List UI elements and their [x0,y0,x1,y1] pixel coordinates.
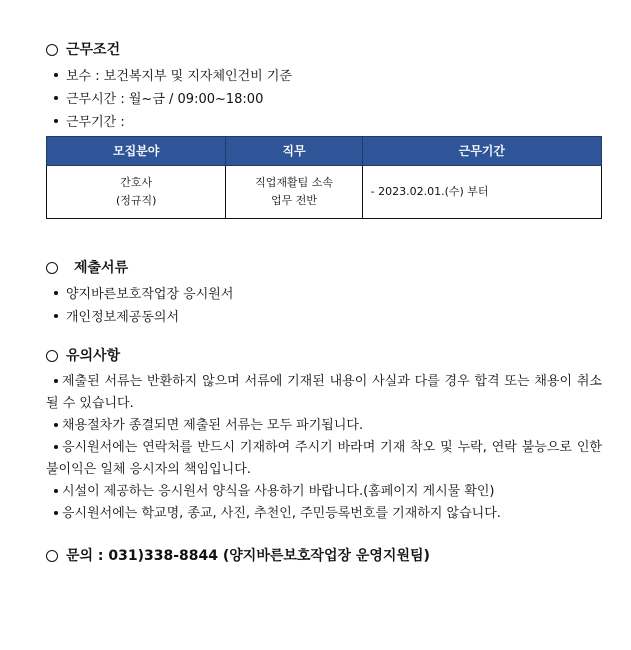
contact-text: 문의 : 031)338-8844 (양지바른보호작업장 운영지원팀) [66,548,430,564]
circle-bullet-icon [46,550,58,562]
documents-list [46,283,606,329]
list-item: 양지바른보호작업장 응시원서 [46,283,606,306]
notes-title: 유의사항 [66,348,121,364]
field-name: 간호사 [120,176,153,190]
cell-field [47,166,226,219]
table-row [47,166,602,219]
notes-heading [46,348,602,365]
header-field: 모집분야 [47,137,226,166]
header-period: 근무기간 [362,137,601,166]
list-item: 개인정보제공동의서 [46,306,606,329]
cell-period: - 2023.02.01.(수) 부터 [362,166,601,219]
field-type: (정규직) [115,194,157,207]
contact-section [46,548,606,565]
circle-bullet-icon [46,350,58,362]
list-item: 제출된 서류는 반환하지 않으며 서류에 기재된 내용이 사실과 다를 경우 합격 또는 채용이 취소될 수 있습니다. [46,371,602,415]
list-item: 응시원서에는 연락처를 반드시 기재하여 주시기 바라며 기재 착오 및 누락, 연락 불능으로 인한 불이익은 일체 응시자의 책임입니다. [46,437,602,481]
work-conditions-section [46,42,606,134]
list-item: 시설이 제공하는 응시원서 양식을 사용하기 바랍니다.(홈페이지 게시물 확인) [46,481,602,503]
work-conditions-heading [46,42,606,59]
work-conditions-list [46,65,606,134]
contact-heading [46,548,606,565]
recruitment-table [46,136,602,219]
header-duty: 직무 [226,137,362,166]
list-item: 근무기간 : [46,111,606,134]
documents-heading [46,260,606,277]
circle-bullet-icon [46,44,58,56]
duty-scope: 업무 전반 [271,194,318,207]
duty-team: 직업재활팀 소속 [255,176,333,190]
notes-list [46,371,602,525]
list-item: 근무시간 : 월~금 / 09:00~18:00 [46,88,606,111]
circle-bullet-icon [46,262,58,274]
documents-section [46,260,606,329]
documents-title: 제출서류 [74,260,129,276]
work-conditions-title: 근무조건 [66,42,121,58]
notes-section [46,348,602,525]
list-item: 응시원서에는 학교명, 종교, 사진, 추천인, 주민등록번호를 기재하지 않습니다. [46,503,602,525]
cell-duty [226,166,362,219]
list-item: 보수 : 보건복지부 및 지자체인건비 기준 [46,65,606,88]
list-item: 채용절차가 종결되면 제출된 서류는 모두 파기됩니다. [46,415,602,437]
table-header-row [47,137,602,166]
